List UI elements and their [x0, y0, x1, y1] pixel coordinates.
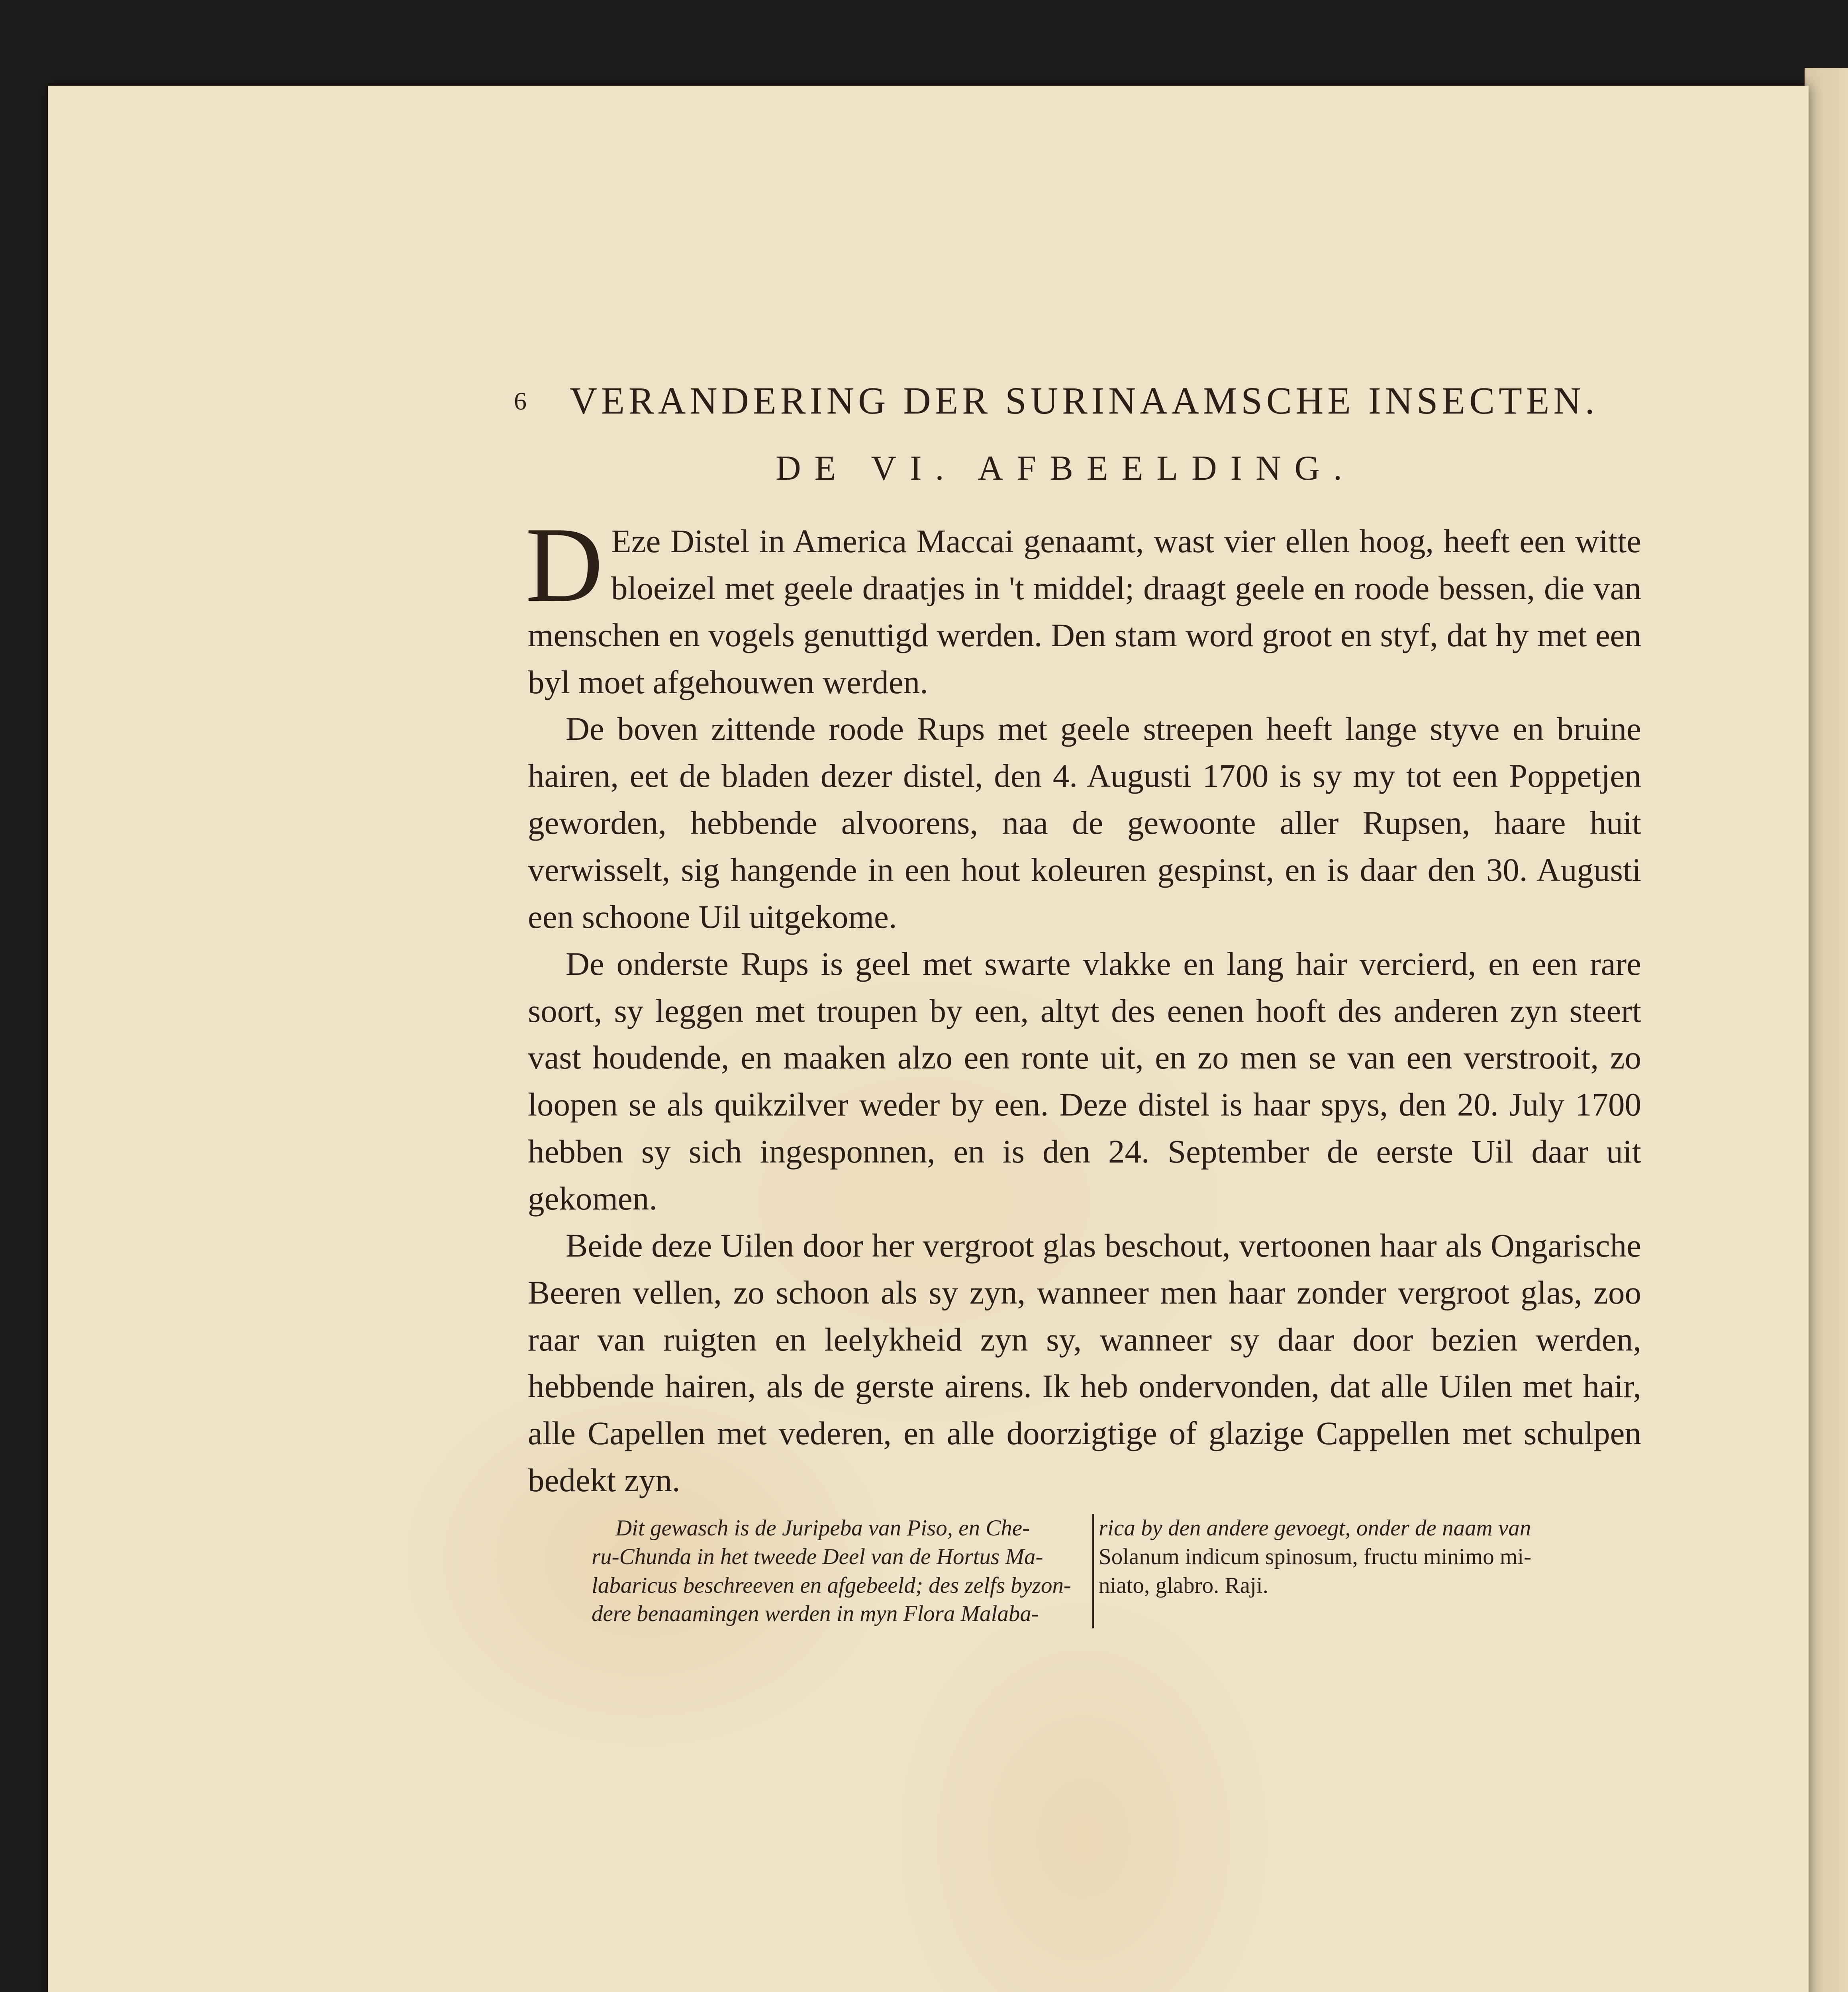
footnote-left-line-2: ru-Chunda in het tweede Deel van de Hortus Ma-	[592, 1544, 1043, 1569]
section-title: DE VI. AFBEELDING.	[775, 449, 1356, 488]
next-page-edge	[1805, 68, 1848, 1992]
footnote-left-column	[592, 1514, 1094, 1628]
footnote-left-line-4: dere benaamingen werden in myn Flora Malaba-	[592, 1601, 1039, 1627]
body-text	[525, 505, 1641, 1504]
footnote	[592, 1514, 1603, 1628]
footnote-right-line-1: rica by den andere gevoegt, onder de naam van	[1099, 1516, 1531, 1541]
paragraph-1-text: Eze Distel in America Maccai genaamt, wast vier ellen hoog, heeft een witte bloeizel met geele draatjes in 't middel; draagt geele en roode bessen, die van menschen en vogels genuttigd werden. Den stam word groot en styf, dat hy met een byl moet afgehouwen werden.	[528, 523, 1641, 700]
running-header	[514, 378, 1617, 422]
footnote-right-column	[1094, 1514, 1595, 1628]
paragraph-3: De onderste Rups is geel met swarte vlakke en lang hair vercierd, en een rare soort, sy leggen met troupen by een, altyt des eenen hooft des anderen zyn steert vast houdende, en maaken alzo een ronte uit, en zo men se van een verstrooit, zo loopen se als quikzilver weder by een. Deze distel is haar spys, den 20. July 1700 hebben sy sich ingesponnen, en is den 24. September de eerste Uil daar uit gekomen.	[528, 945, 1641, 1217]
footnote-left-line-3: labaricus beschreeven en afgebeeld; des zelfs byzon-	[592, 1572, 1072, 1598]
paragraph-1	[525, 505, 1641, 706]
footnote-left-line-1: Dit gewasch is de Juripeba van Piso, en Che-	[615, 1516, 1030, 1541]
footnote-right-line-3: niato, glabro. Raji.	[1099, 1572, 1268, 1598]
page-number: 6	[514, 387, 527, 415]
paragraph-4: Beide deze Uilen door her vergroot glas beschout, vertoonen haar als Ongarische Beeren vellen, zo schoon als sy zyn, wanneer men haar zonder vergroot glas, zoo raar van ruigten en leelykheid zyn sy, wanneer sy daar door bezien werden, hebbende hairen, als de gerste airens. Ik heb ondervonden, dat alle Uilen met hair, alle Capellen met vederen, en alle doorzigtige of glazige Cappellen met schulpen bedekt zyn.	[528, 1227, 1641, 1499]
running-title: VERANDERING DER SURINAAMSCHE INSECTEN.	[570, 379, 1599, 422]
drop-cap: D	[525, 505, 603, 624]
paragraph-2: De boven zittende roode Rups met geele streepen heeft lange styve en bruine hairen, eet de bladen dezer distel, den 4. Augusti 1700 is sy my tot een Poppetjen geworden, hebbende alvoorens, naa de gewoonte aller Rupsen, haare huit verwisselt, sig hangende in een hout koleuren gespinst, en is daar den 30. Augusti een schoone Uil uitgekome.	[528, 710, 1641, 935]
footnote-right-line-2: Solanum indicum spinosum, fructu minimo mi-	[1099, 1544, 1532, 1569]
